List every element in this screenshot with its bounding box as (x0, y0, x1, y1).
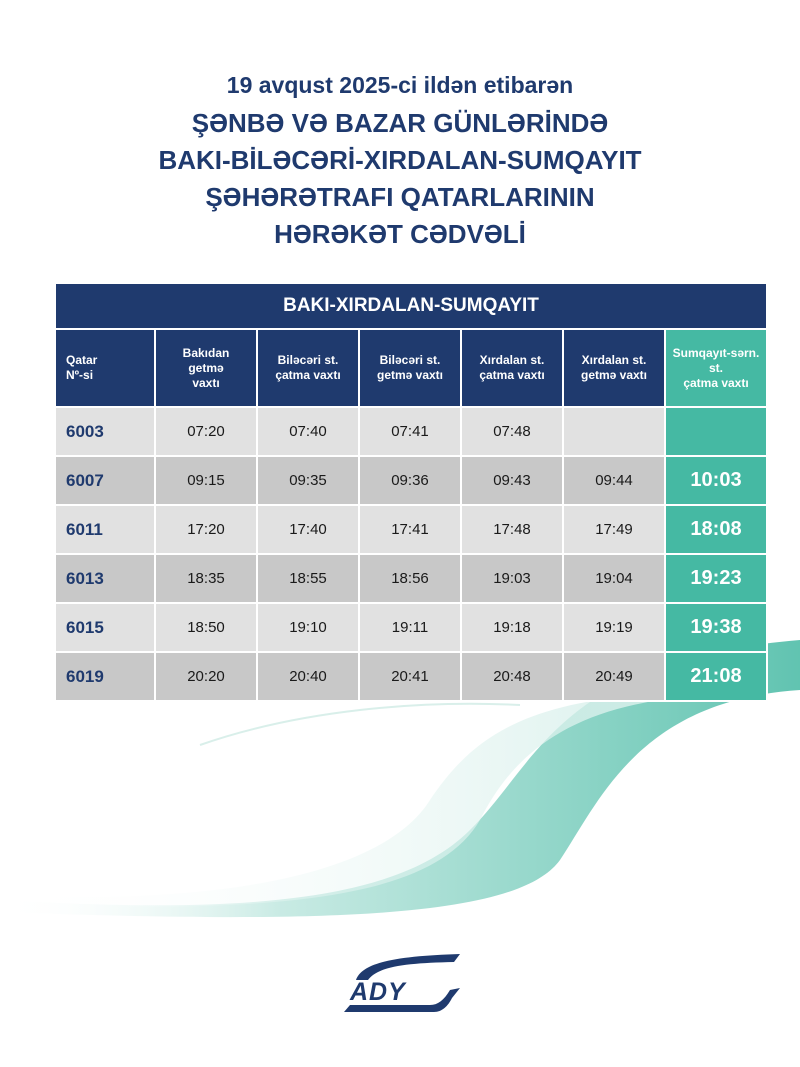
time-cell: 20:48 (461, 652, 563, 701)
time-cell: 07:20 (155, 407, 257, 456)
time-cell: 17:49 (563, 505, 665, 554)
table-row (55, 505, 767, 554)
time-cell: 20:49 (563, 652, 665, 701)
time-cell: 09:44 (563, 456, 665, 505)
column-header: Qatar Nº-si (55, 329, 155, 407)
page-header (0, 72, 800, 253)
column-header: Biləcəri st. çatma vaxtı (257, 329, 359, 407)
time-cell: 09:36 (359, 456, 461, 505)
column-header: Biləcəri st. getmə vaxtı (359, 329, 461, 407)
train-number: 6007 (55, 456, 155, 505)
table-row (55, 407, 767, 456)
column-header: Xırdalan st. çatma vaxtı (461, 329, 563, 407)
time-cell: 17:41 (359, 505, 461, 554)
title-line-4: HƏRƏKƏT CƏDVƏLİ (274, 219, 526, 249)
column-header: Sumqayıt-sərn. st. çatma vaxtı (665, 329, 767, 407)
time-cell: 19:10 (257, 603, 359, 652)
time-cell: 09:15 (155, 456, 257, 505)
train-number: 6019 (55, 652, 155, 701)
route-title: BAKI-XIRDALAN-SUMQAYIT (55, 283, 767, 329)
time-cell: 19:18 (461, 603, 563, 652)
time-cell: 07:48 (461, 407, 563, 456)
time-cell: 18:50 (155, 603, 257, 652)
title-line-3: ŞƏHƏRƏTRAFI QATARLARININ (205, 182, 595, 212)
arrival-time-cell: 10:03 (665, 456, 767, 505)
arrival-time-cell: 21:08 (665, 652, 767, 701)
time-cell: 07:41 (359, 407, 461, 456)
time-cell: 20:41 (359, 652, 461, 701)
time-cell: 18:55 (257, 554, 359, 603)
arrival-time-cell: 19:38 (665, 603, 767, 652)
train-number: 6013 (55, 554, 155, 603)
schedule-table (54, 282, 768, 702)
time-cell: 20:20 (155, 652, 257, 701)
title-line-2: BAKI-BİLƏCƏRİ-XIRDALAN-SUMQAYIT (158, 145, 642, 175)
time-cell: 20:40 (257, 652, 359, 701)
arrival-time-cell: 19:23 (665, 554, 767, 603)
time-cell: 18:35 (155, 554, 257, 603)
time-cell: 19:04 (563, 554, 665, 603)
table-row (55, 652, 767, 701)
train-number: 6011 (55, 505, 155, 554)
time-cell: 17:40 (257, 505, 359, 554)
time-cell: 17:48 (461, 505, 563, 554)
time-cell: 17:20 (155, 505, 257, 554)
table-row (55, 554, 767, 603)
arrival-time-cell: 18:08 (665, 505, 767, 554)
table-row (55, 456, 767, 505)
logo-text: ADY (350, 978, 406, 1006)
effective-date: 19 avqust 2025-ci ildən etibarən (226, 72, 574, 98)
time-cell: 09:35 (257, 456, 359, 505)
time-cell (563, 407, 665, 456)
time-cell: 19:19 (563, 603, 665, 652)
arrival-time-cell (665, 407, 767, 456)
ady-logo (338, 950, 462, 1020)
time-cell: 09:43 (461, 456, 563, 505)
train-number: 6015 (55, 603, 155, 652)
train-number: 6003 (55, 407, 155, 456)
time-cell: 18:56 (359, 554, 461, 603)
table-row (55, 603, 767, 652)
column-header: Bakıdan getmə vaxtı (155, 329, 257, 407)
title-line-1: ŞƏNBƏ VƏ BAZAR GÜNLƏRİNDƏ (191, 108, 609, 138)
column-header: Xırdalan st. getmə vaxtı (563, 329, 665, 407)
time-cell: 07:40 (257, 407, 359, 456)
time-cell: 19:03 (461, 554, 563, 603)
time-cell: 19:11 (359, 603, 461, 652)
